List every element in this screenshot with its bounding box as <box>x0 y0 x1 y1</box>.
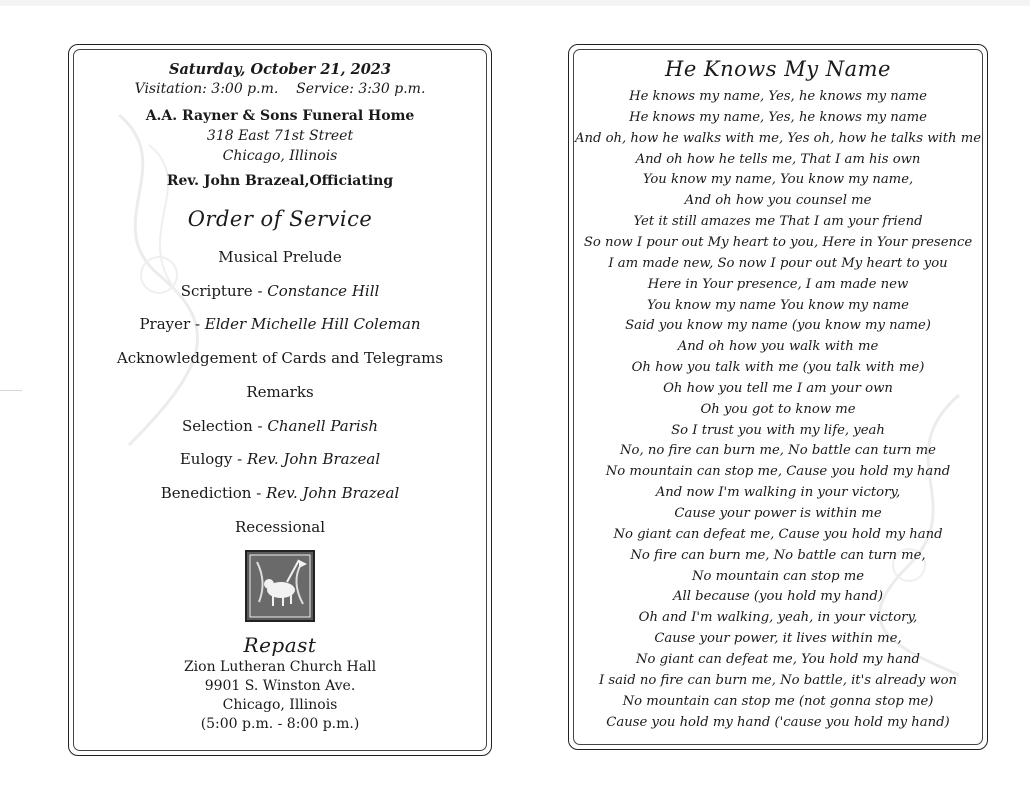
lyric-line: No giant can defeat me, You hold my hand <box>636 651 920 667</box>
lyric-line: No mountain can stop me, Cause you hold my hand <box>605 464 951 480</box>
service-item-label: Scripture <box>180 281 253 300</box>
service-item-label: Selection <box>181 416 253 435</box>
lyric-line: No fire can burn me, No battle can turn me, <box>630 547 926 563</box>
service-item <box>69 349 491 367</box>
song-title: He Knows My Name <box>665 57 891 81</box>
order-of-service-heading: Order of Service <box>187 207 373 231</box>
funeral-home-name: A.A. Rayner & Sons Funeral Home <box>145 108 415 124</box>
repast-place: Zion Lutheran Church Hall <box>183 659 377 675</box>
service-item-separator: - <box>252 281 268 300</box>
lyric-line: Said you know my name (you know my name) <box>625 318 931 334</box>
lyric-line: Cause you hold my hand ('cause you hold my hand) <box>606 714 950 730</box>
lyric-line: And now I'm walking in your victory, <box>655 485 901 501</box>
service-item-label: Prayer <box>139 315 191 334</box>
lyric-line: So I trust you with my life, yeah <box>671 422 885 438</box>
service-item <box>69 383 491 401</box>
service-item-separator: - <box>252 416 268 435</box>
service-item-label: Eulogy <box>179 450 233 469</box>
lyric-line: Cause your power, it lives within me, <box>654 631 902 647</box>
service-item <box>69 417 491 435</box>
service-item <box>69 282 491 300</box>
service-date: Saturday, October 21, 2023 <box>169 61 391 78</box>
lyric-line: And oh, how he walks with me, Yes oh, how he talks with me <box>574 130 982 146</box>
funeral-home-city: Chicago, Illinois <box>222 148 338 164</box>
service-item-separator: - <box>190 315 205 334</box>
repast-address: 9901 S. Winston Ave. <box>204 678 356 694</box>
lyric-line: He knows my name, Yes, he knows my name <box>629 89 927 104</box>
service-item-person: Constance Hill <box>267 281 380 300</box>
fold-mark <box>0 390 22 391</box>
lyric-line: You know my name You know my name <box>647 297 909 313</box>
lamb-emblem <box>245 550 315 622</box>
lyric-line: No giant can defeat me, Cause you hold my hand <box>613 526 943 542</box>
lyric-line: No mountain can stop me (not gonna stop me) <box>622 693 934 709</box>
service-item <box>69 315 491 333</box>
service-item-person: Rev. John Brazeal <box>246 450 381 469</box>
service-item-label: Remarks <box>246 382 314 401</box>
service-item-label: Benediction <box>160 483 252 502</box>
service-times: Visitation: 3:00 p.m. Service: 3:30 p.m. <box>134 81 426 97</box>
funeral-home-address: 318 East 71st Street <box>206 128 354 144</box>
lyric-line: Cause your power is within me <box>674 506 882 521</box>
lyric-line: Here in Your presence, I am made new <box>647 276 909 292</box>
repast-heading: Repast <box>243 633 317 657</box>
officiant: Rev. John Brazeal,Officiating <box>166 173 394 189</box>
lyric-line: Oh and I'm walking, yeah, in your victory, <box>638 610 918 626</box>
lyric-line: He knows my name, Yes, he knows my name <box>629 109 927 125</box>
service-item-person: Elder Michelle Hill Coleman <box>204 315 421 334</box>
service-item <box>69 450 491 468</box>
scan-edge <box>0 0 1030 6</box>
lyric-line: I said no fire can burn me, No battle, it's already won <box>598 672 958 688</box>
lyric-line: You know my name, You know my name, <box>642 172 914 188</box>
service-item <box>69 248 491 266</box>
lyric-line: I am made new, So now I pour out My heart to you <box>608 255 948 271</box>
lyric-line: So now I pour out My heart to you, Here in Your presence <box>583 234 973 250</box>
lyric-line: Oh how you talk with me (you talk with me) <box>631 360 925 376</box>
service-item-label: Musical Prelude <box>218 248 342 266</box>
service-item-label: Acknowledgement of Cards and Telegrams <box>116 349 444 368</box>
service-item <box>69 518 491 536</box>
lyrics-panel <box>568 44 988 750</box>
lyric-line: Oh how you tell me I am your own <box>663 380 893 396</box>
service-item-label: Recessional <box>234 517 326 536</box>
lyric-line: And oh how you counsel me <box>684 193 872 209</box>
repast-city: Chicago, Illinois <box>222 697 338 713</box>
order-of-service-panel <box>68 44 492 756</box>
service-item-separator: - <box>251 483 267 502</box>
service-item-person: Rev. John Brazeal <box>266 483 400 502</box>
repast-time: (5:00 p.m. - 8:00 p.m.) <box>200 716 360 732</box>
lyric-line: No, no fire can burn me, No battle can turn me <box>620 443 936 459</box>
lyric-line: And oh how you walk with me <box>677 339 879 355</box>
service-item <box>69 484 491 502</box>
lyric-line: Oh you got to know me <box>700 401 856 417</box>
lyric-line: Yet it still amazes me That I am your friend <box>633 214 923 230</box>
lyric-line: And oh how he tells me, That I am his own <box>635 151 921 167</box>
lyric-line: All because (you hold my hand) <box>673 589 883 605</box>
lyric-line: No mountain can stop me <box>691 568 865 584</box>
service-item-person: Chanell Parish <box>267 416 379 435</box>
lamb-emblem-icon <box>247 552 313 620</box>
service-item-separator: - <box>232 450 247 469</box>
